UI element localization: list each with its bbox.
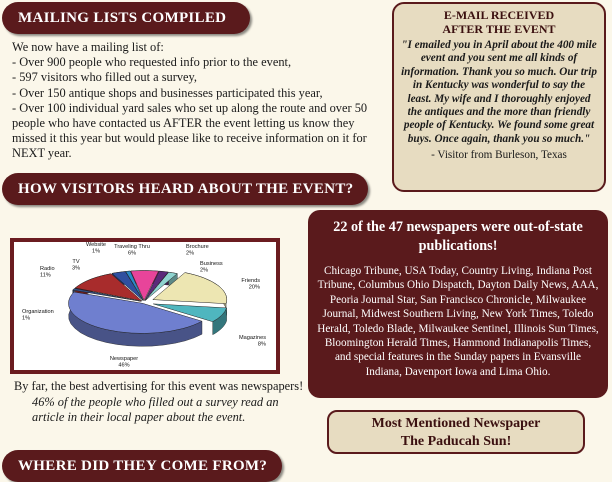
most-mentioned-paper: The Paducah Sun!: [400, 434, 512, 449]
newspapers-list: Chicago Tribune, USA Today, Country Living, Indiana Post Tribune, Columbus Ohio Dispatch, Dayton Daily News, AAA, Peoria Journal Star, San Francisco Chronicle, Milwaukee Journal, Midwest Southern Living, New York Times, Toledo Herald, Toledo Blade, Milwaukee Sentinel, Illinois Sun Times, Bloomington Herald Times, Hammond Indianapolis Times, and special features in the Sunday papers in Evansville Indiana, Davenport Iowa and Lima Ohio.: [317, 265, 599, 378]
advertising-line: By far, the best advertising for this event was newspapers!: [14, 379, 304, 393]
pie-label-newspaper: Newspaper 46%: [109, 356, 139, 369]
pie-label-radio: Radio 11%: [40, 266, 55, 279]
pie-label-traveling-thru: Traveling Thru 6%: [114, 244, 150, 257]
pie-label-brochure: Brochure 2%: [186, 244, 209, 257]
where-did-they-come-from-banner: WHERE DID THEY COME FROM?: [2, 450, 282, 482]
email-title: [400, 9, 598, 36]
pie-label-magazines: Magazines 8%: [238, 335, 266, 348]
pie-label-website: Website 1%: [85, 242, 107, 255]
pie-chart-svg: [14, 242, 276, 370]
how-visitors-heard-banner: HOW VISITORS HEARD ABOUT THE EVENT?: [2, 173, 368, 205]
most-mentioned-label: Most Mentioned Newspaper: [371, 416, 541, 431]
survey-pie-chart: [10, 238, 280, 374]
newspapers-box: [308, 210, 608, 398]
mailing-lists-banner: MAILING LISTS COMPILED: [2, 2, 250, 34]
mailing-intro: We now have a mailing list of:: [12, 40, 164, 54]
pie-label-tv: TV 3%: [71, 259, 81, 272]
advertising-text: [14, 379, 304, 426]
mailing-list-text: [12, 40, 382, 162]
email-testimonial-box: [392, 2, 606, 192]
mailing-item: - Over 150 antique shops and businesses participated this year,: [12, 85, 323, 100]
mailing-item: - 597 visitors who filled out a survey,: [12, 70, 198, 85]
pie-label-organization: Organization 1%: [22, 309, 54, 322]
mailing-item: - Over 900 people who requested info prior to the event,: [12, 55, 292, 70]
email-signature: - Visitor from Burleson, Texas: [431, 149, 567, 162]
advertising-detail: 46% of the people who filled out a survey read an article in their local paper about the event.: [32, 394, 279, 424]
newspapers-title: 22 of the 47 newspapers were out-of-state publications!: [333, 219, 583, 254]
pie-label-friends: Friends 20%: [241, 278, 260, 291]
email-title-line: E-MAIL RECEIVED: [443, 8, 555, 22]
most-mentioned-box: [327, 410, 585, 454]
pie-label-business: Business 2%: [200, 261, 223, 274]
mailing-item: - Over 100 individual yard sales who set up along the route and over 50 people who have contacted us AFTER the event letting us know they missed it this year but would please like to receive information on it for NEXT year.: [12, 100, 368, 161]
email-title-line: AFTER THE EVENT: [442, 21, 556, 36]
email-quote: "I emailed you in April about the 400 mile event and you sent me all kinds of information. Thank you so much. Our trip in Kentucky was wonderful to say the least. My wife and I thoroughly enjoyed the antiques and the more than friendly people of Kentucky. We found some great buys. Once again, thank you so much.": [401, 39, 597, 145]
